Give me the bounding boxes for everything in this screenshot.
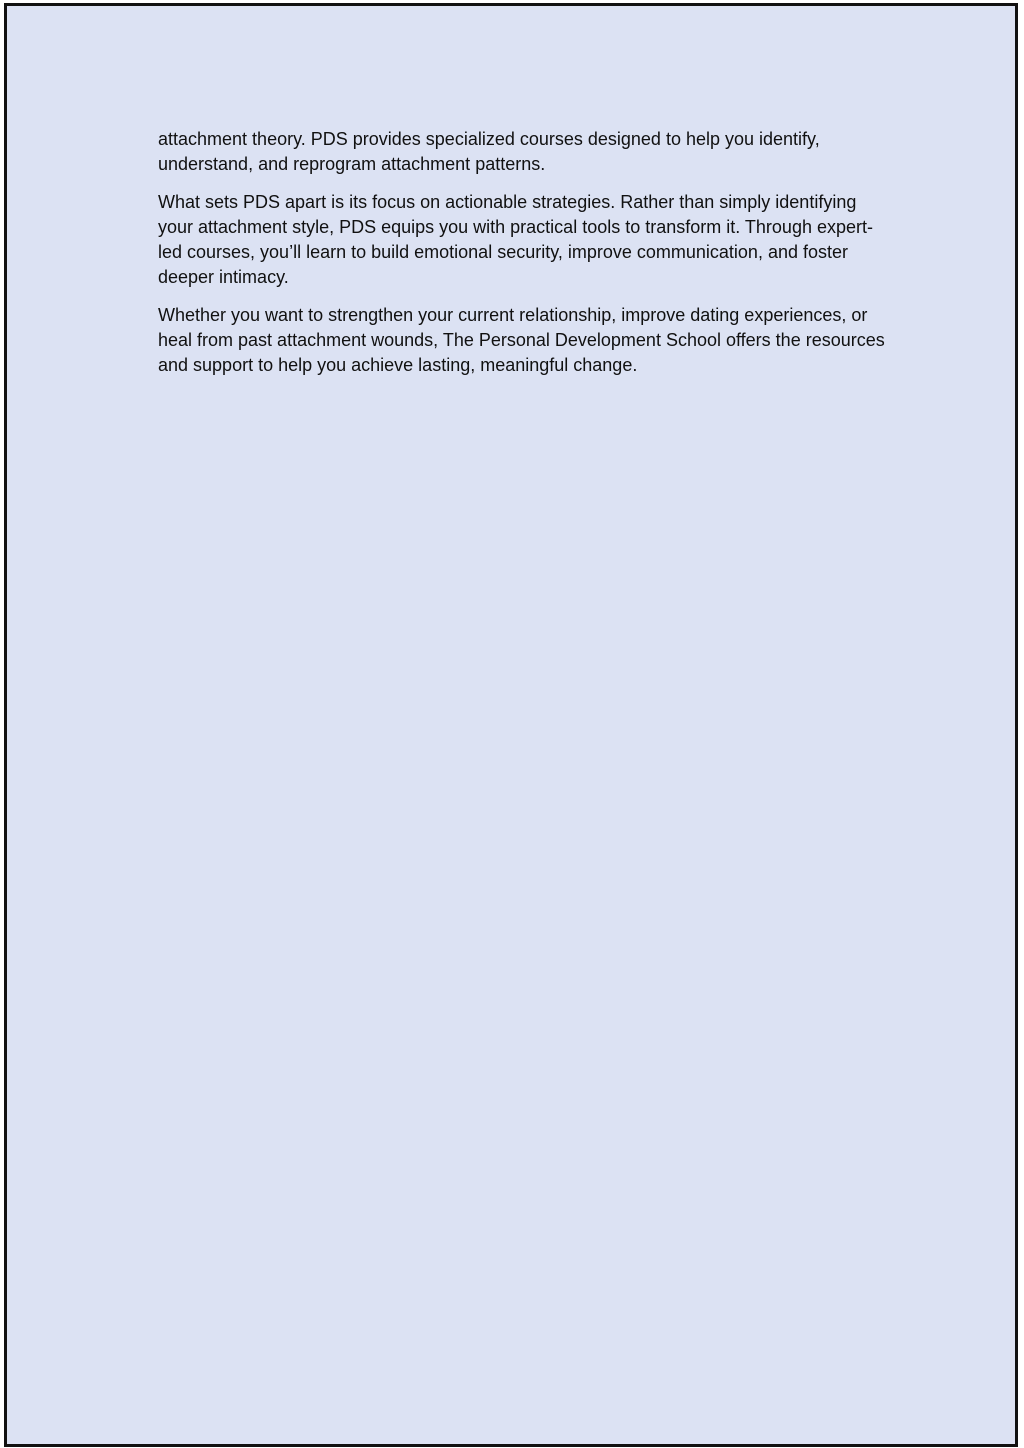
document-body [158, 127, 888, 391]
document-page [4, 3, 1018, 1447]
paragraph-attachment-theory: attachment theory. PDS provides specialized courses designed to help you identify, understand, and reprogram attachment patterns. [158, 129, 820, 174]
paragraph-whether-you-want: Whether you want to strengthen your current relationship, improve dating experiences, or heal from past attachment wounds, The Personal Development School offers the resources and support to help you achieve lasting, meaningful change. [158, 305, 885, 375]
paragraph-what-sets-pds-apart: What sets PDS apart is its focus on actionable strategies. Rather than simply identifying your attachment style, PDS equips you with practical tools to transform it. Through expert-led courses, you’ll learn to build emotional security, improve communication, and foster deeper intimacy. [158, 192, 873, 287]
